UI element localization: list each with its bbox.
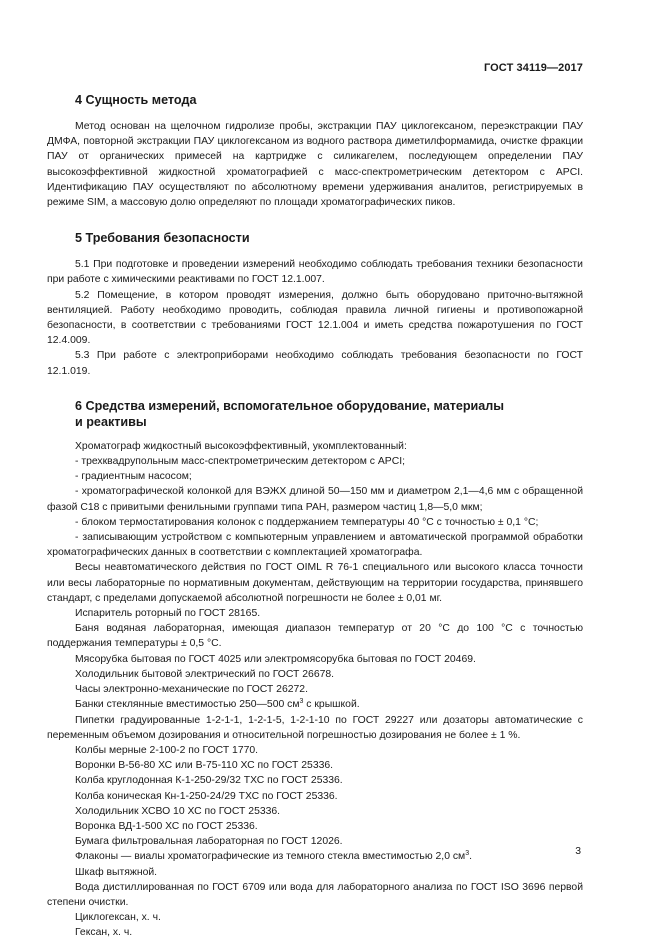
item-chromatograph: Хроматограф жидкостный высокоэффективный, укомплектованный:: [75, 440, 407, 452]
item-water-bath: Баня водяная лабораторная, имеющая диапазон температур от 20 °С до 100 °С с точностью поддержания температуры ± 0,5 °С.: [47, 623, 583, 650]
item-separatory-funnel: Воронка ВД-1-500 ХС по ГОСТ 25336.: [75, 820, 258, 832]
item-evaporator: Испаритель роторный по ГОСТ 28165.: [75, 608, 261, 620]
item-pump: - градиентным насосом;: [75, 471, 192, 483]
item-condenser: Холодильник ХСВО 10 ХС по ГОСТ 25336.: [75, 805, 281, 817]
section-6-title-line1: 6 Средства измерений, вспомогательное оборудование, материалы: [75, 398, 505, 413]
section-5-1: 5.1 При подготовке и проведении измерений необходимо соблюдать требования техники безопасности при работе с химическими реактивами по ГОСТ 12.1.007.: [47, 259, 583, 286]
item-vials: [47, 849, 583, 864]
section-6-title: [47, 398, 583, 430]
section-4-paragraph: Метод основан на щелочном гидролизе пробы, экстракции ПАУ циклогексаном, переэкстракции ПАУ ДМФА, повторной экстракции ПАУ циклогексаном из водного раствора диметилформамида, очистке фракции ПАУ от органических примесей на картридже с силикагелем, последующем определении ПАУ высокоэффективной жидкостной хроматографией с масс-спектрометрическим детектором с APCI. Идентификацию ПАУ осуществляют по абсолютному времени удерживания аналитов, регистрируемых в режиме SIM, а массовую долю определяют по площади хроматографических пиков.: [47, 121, 583, 209]
item-scales: Весы неавтоматического действия по ГОСТ OIML R 76-1 специального или высокого класса точности или весы лабораторные по нормативным документам, действующим на территории государства, принявшего стандарт, с пределами допускаемой абсолютной погрешности не более ± 0,01 мг.: [47, 562, 583, 604]
item-clock: Часы электронно-механические по ГОСТ 26272.: [75, 684, 308, 696]
item-hexane: Гексан, х. ч.: [75, 927, 133, 939]
standard-header: ГОСТ 34119—2017: [483, 62, 583, 74]
section-5-title: 5 Требования безопасности: [75, 231, 250, 246]
item-refrigerator: Холодильник бытовой электрический по ГОСТ 26678.: [75, 668, 335, 680]
item-conical-flask: Колба коническая Кн-1-250-24/29 ТХС по ГОСТ 25336.: [75, 790, 338, 802]
item-jars: [47, 697, 583, 712]
item-funnels: Воронки В-56-80 ХС или В-75-110 ХС по ГОСТ 25336.: [75, 760, 334, 772]
item-jars-tail: с крышкой.: [303, 699, 360, 711]
page-number: 3: [575, 846, 581, 857]
item-fume-hood: Шкаф вытяжной.: [75, 866, 158, 878]
item-jars-sup: 3: [299, 698, 304, 706]
item-vials-tail: .: [469, 851, 472, 863]
section-6-title-line2: и реактивы: [75, 414, 147, 429]
item-filter-paper: Бумага фильтровальная лабораторная по ГОСТ 12026.: [75, 836, 343, 848]
item-recorder: - записывающим устройством с компьютерным управлением и автоматической программой обработки хроматографических данных в соответствии с комплектацией хроматографа.: [47, 532, 583, 559]
item-vials-sup: 3: [465, 850, 470, 858]
section-5-2: 5.2 Помещение, в котором проводят измерения, должно быть оборудовано приточно-вытяжной вентиляцией. Работу необходимо проводить, соблюдая правила личной гигиены и противопожарной безопасности, в соответствии с требованиями ГОСТ 12.1.004 и иметь средства пожаротушения по ГОСТ 12.4.009.: [47, 289, 583, 347]
item-jars-text: Банки стеклянные вместимостью 250—500 см: [75, 699, 300, 711]
item-thermostat: - блоком термостатирования колонок с поддержанием температуры 40 °С с точностью ± 0,1 °С;: [75, 516, 539, 528]
section-4-title: 4 Сущность метода: [75, 93, 197, 107]
page-body: [47, 92, 583, 941]
item-cyclohexane: Циклогексан, х. ч.: [75, 912, 161, 924]
item-pipettes: Пипетки градуированные 1-2-1-1, 1-2-1-5, 1-2-1-10 по ГОСТ 29227 или дозаторы автоматические с переменным объемом дозирования и относительной погрешностью дозирования не более ± 1 %.: [47, 714, 583, 741]
item-water: Вода дистиллированная по ГОСТ 6709 или вода для лабораторного анализа по ГОСТ ISO 3696 первой степени очистки.: [47, 881, 583, 908]
item-flasks-volumetric: Колбы мерные 2-100-2 по ГОСТ 1770.: [75, 744, 259, 756]
item-round-flask: Колба круглодонная К-1-250-29/32 ТХС по ГОСТ 25336.: [75, 775, 343, 787]
item-column: - хроматографической колонкой для ВЭЖХ длиной 50—150 мм и диаметром 2,1—4,6 мм с обращенной фазой С18 с привитыми фенильными группами типа РАН, размером частиц 1,8—5,0 мкм;: [47, 486, 583, 513]
item-detector: - трехквадрупольным масс-спектрометрическим детектором с APCI;: [75, 456, 406, 468]
item-meat-grinder: Мясорубка бытовая по ГОСТ 4025 или электромясорубка бытовая по ГОСТ 20469.: [75, 653, 476, 665]
item-vials-text: Флаконы — виалы хроматографические из темного стекла вместимостью 2,0 см: [75, 851, 466, 863]
section-5-3: 5.3 При работе с электроприборами необходимо соблюдать требования безопасности по ГОСТ 12.1.019.: [47, 350, 583, 377]
